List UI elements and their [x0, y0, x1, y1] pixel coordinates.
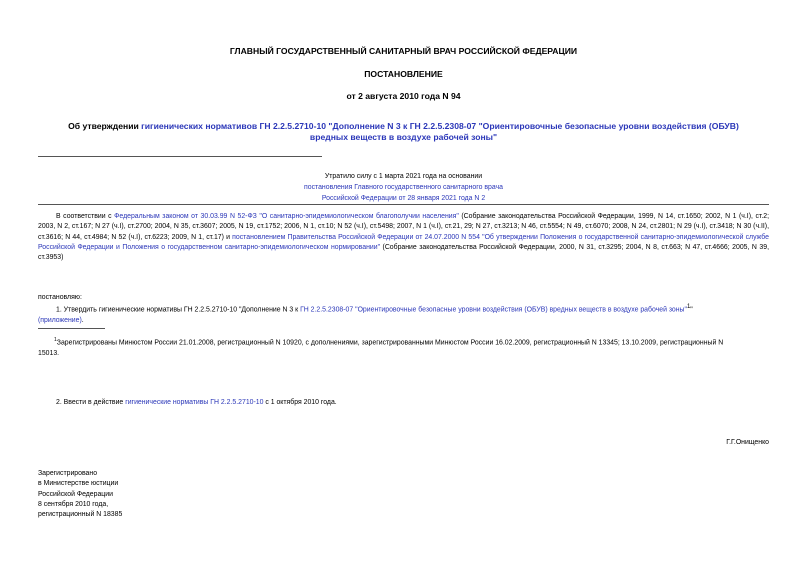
gn-2308-07-link[interactable]: ГН 2.2.5.2308-07 "Ориентировочные безопасные уровни воздействия (ОБУВ) вредных веществ в воздухе рабочей зоны" [300, 306, 687, 314]
item-2-text-end: с 1 октября 2010 года. [263, 399, 337, 406]
item-1-quote: " [690, 306, 693, 314]
item-1-text: 1. Утвердить гигиенические нормативы ГН 2.2.5.2710-10 "Дополнение N 3 к [56, 306, 299, 314]
repeal-link[interactable]: постановления Главного государственного санитарного врача [304, 184, 503, 191]
registration-line: регистрационный N 18385 [38, 511, 123, 519]
registration-line: Зарегистрировано [38, 470, 98, 477]
item-1-end: . [81, 316, 84, 324]
registration-block [38, 469, 122, 520]
title-link-line2[interactable]: вредных веществ в воздухе рабочей зоны" [309, 132, 498, 142]
repeal-note [0, 171, 807, 204]
item-1-paragraph [38, 302, 769, 326]
repeal-divider [38, 204, 769, 205]
appendix-link[interactable]: (приложение) [38, 316, 82, 324]
federal-law-link[interactable]: Федеральным законом от 30.03.99 N 52-ФЗ "О санитарно-эпидемиологическом благополучии населения" [114, 213, 459, 220]
footnote-marker: 1 [686, 304, 691, 310]
issuing-authority: ГЛАВНЫЙ ГОСУДАРСТВЕННЫЙ САНИТАРНЫЙ ВРАЧ РОССИЙСКОЙ ФЕДЕРАЦИИ [229, 46, 578, 56]
preamble-text-end: (Собрание законодательства Российской Федерации, 2000, N 31, ст.3295; 2004, N 8, ст.663; N 47, ст.4666; 2005, N 39, ст.3953) [38, 243, 769, 262]
document-date-number: от 2 августа 2010 года N 94 [346, 91, 461, 101]
footnote-number: 1 [54, 337, 57, 343]
registration-line: 8 сентября 2010 года, [38, 500, 109, 508]
signature: Г.Г.Онищенко [726, 439, 769, 446]
government-decree-link[interactable]: постановлением Правительства Российской Федерации от 24.07.2000 N 554 "Об утверждении Положения о государственной санитарно-эпидемиологической службе Российской Федерации и Положения о государственном санитарно-эпидемиологическом нормировании" [38, 233, 769, 251]
resolves-label: постановляю: [38, 294, 82, 301]
preamble-text-citations: (Собрание законодательства Российской Федерации, 1999, N 14, ст.1650; 2002, N 1 (ч.I), ст.2; 2003, N 2, ст.167; N 27 (ч.I), ст.2700; 2004, N 35, ст.3607; 2005, N 19, ст.1752; 2006, N 1, ст.10; N 52 (ч.I), ст.5498; 2007, N 1 (ч.I), ст.21, 29; N 27, ст.3213; N 46, ст.5554; N 49, ст.6070; 2008, N 24, ст.2801; N 29 (ч.I), ст.3418; N 30 (ч.II), ст.3616; N 44, ст.4984; N 52 (ч.I), ст.6223; 2009, N 1, ст.17) и [38, 213, 769, 241]
title-link[interactable]: гигиенических нормативов ГН 2.2.5.2710-10 "Дополнение N 3 к ГН 2.2.5.2308-07 "Ориентировочные безопасные уровни воздействия (ОБУВ) [141, 121, 739, 131]
registration-line: Российской Федерации [38, 490, 113, 498]
document-type: ПОСТАНОВЛЕНИЕ [364, 69, 443, 79]
gn-2710-10-link[interactable]: гигиенические нормативы ГН 2.2.5.2710-10 [125, 399, 264, 406]
footnote-divider [38, 328, 105, 329]
preamble-text: В соответствии с [56, 213, 115, 220]
title-prefix: Об утверждении [68, 121, 142, 131]
item-2-text: 2. Ввести в действие [56, 399, 126, 406]
title-divider [38, 156, 322, 157]
preamble-paragraph [38, 212, 769, 263]
repeal-text: Утратило силу с 1 марта 2021 года на основании [324, 173, 483, 180]
item-2-paragraph [56, 398, 337, 408]
footnote-text-line2: 15013. [38, 349, 60, 357]
repeal-link-line3[interactable]: Российской Федерации от 28 января 2021 года N 2 [321, 195, 486, 202]
footnote-text: Зарегистрированы Минюстом России 21.01.2008, регистрационный N 10920, с дополнениями, зарегистрированными Минюстом России 16.02.2009, регистрационный N 13345; 13.10.2009, регистрационный N [56, 339, 724, 347]
footnote [38, 335, 769, 359]
registration-line: в Министерстве юстиции [38, 480, 119, 488]
document-title [0, 121, 807, 143]
